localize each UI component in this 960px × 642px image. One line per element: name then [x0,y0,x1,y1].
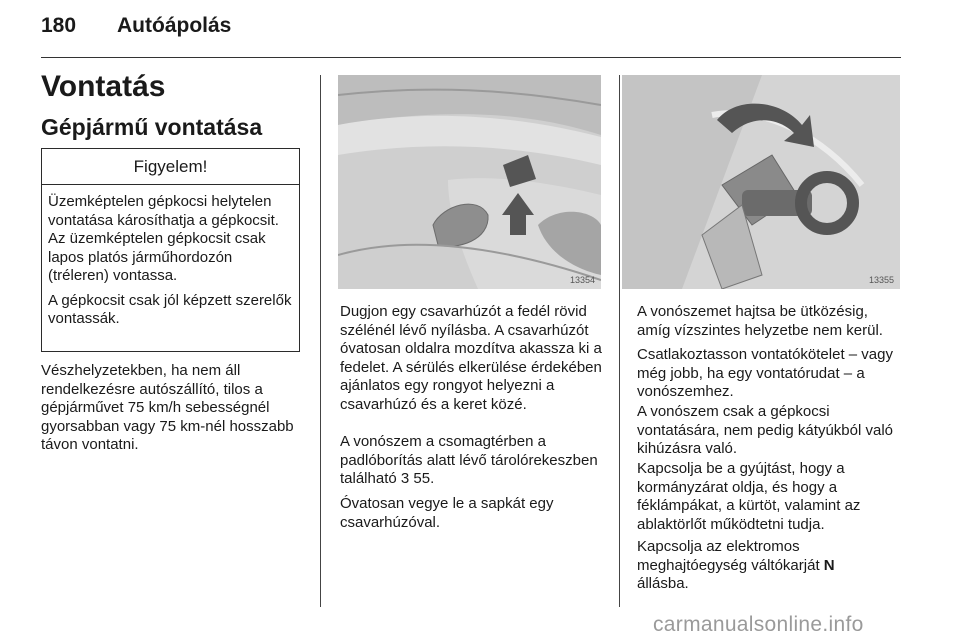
paragraph: A vonószem csak a gépkocsi vontatására, nem pedig kátyúkból való kihúzásra való. [637,403,893,457]
subheading: Gépjármű vontatása [41,114,263,140]
page-heading: Vontatás [41,70,166,103]
figure-towing-eye [622,75,900,289]
column-divider-right [619,75,620,607]
paragraph: Óvatosan vegye le a sapkát egy csavarhúzóval. [340,495,554,531]
warning-paragraph: A gépkocsit csak jól képzett szerelők vontassák. [48,291,292,327]
warning-body [42,185,299,329]
gear-position: N [823,556,835,574]
warning-box [41,148,300,352]
figure-number: 13355 [868,275,894,285]
section-title: Autóápolás [117,14,232,37]
paragraph: Csatlakoztasson vontatókötelet – vagy még jobb, ha egy vontatórudat – a vonószemhez. [637,346,893,400]
column-divider-left [320,75,321,607]
paragraph: Kapcsolja be a gyújtást, hogy a kormányzárat oldja, és hogy a féklámpákat, a kürtöt, valamint az ablaktörlőt működtetni tudja. [637,460,861,533]
left-paragraph: Vészhelyzetekben, ha nem áll rendelkezésre autószállító, tilos a gépjárművet 75 km/h sebességnél gyorsabban vagy 75 km-nél hosszabb távon vontatni. [41,362,294,453]
paragraph: A vonószemet hajtsa be ütközésig, amíg vízszintes helyzetbe nem kerül. [637,303,883,339]
figure-cover-removal [338,75,601,289]
paragraph [637,538,837,594]
paragraph-text: Kapcsolja az elektromos meghajtóegység váltókarját [637,538,824,574]
header-rule [41,57,901,58]
warning-paragraph: Üzemképtelen gépkocsi helytelen vontatása károsíthatja a gépkocsit. Az üzemképtelen gépkocsit csak lapos platós járműhordozón (tréleren) vontassa. [48,193,279,284]
paragraph: Dugjon egy csavarhúzót a fedél rövid szélénél lévő nyílásba. A csavarhúzót óvatosan oldalra mozdítva akassza ki a fedelet. A sérülés elkerülése érdekében ajánlatos egy rongyot helyezni a csavarhúzó és a keret közé. [340,303,602,413]
paragraph: A vonószem a csomagtérben a padlóborítás alatt lévő tárolórekeszben található 3 55. [340,433,598,487]
paragraph-text: állásba. [637,575,689,592]
warning-title: Figyelem! [42,149,299,185]
figure-number: 13354 [569,275,595,285]
car-front-illustration [338,75,601,289]
page-number: 180 [41,14,77,37]
watermark: carmanualsonline.info [653,613,864,636]
towing-eye-illustration [622,75,900,289]
